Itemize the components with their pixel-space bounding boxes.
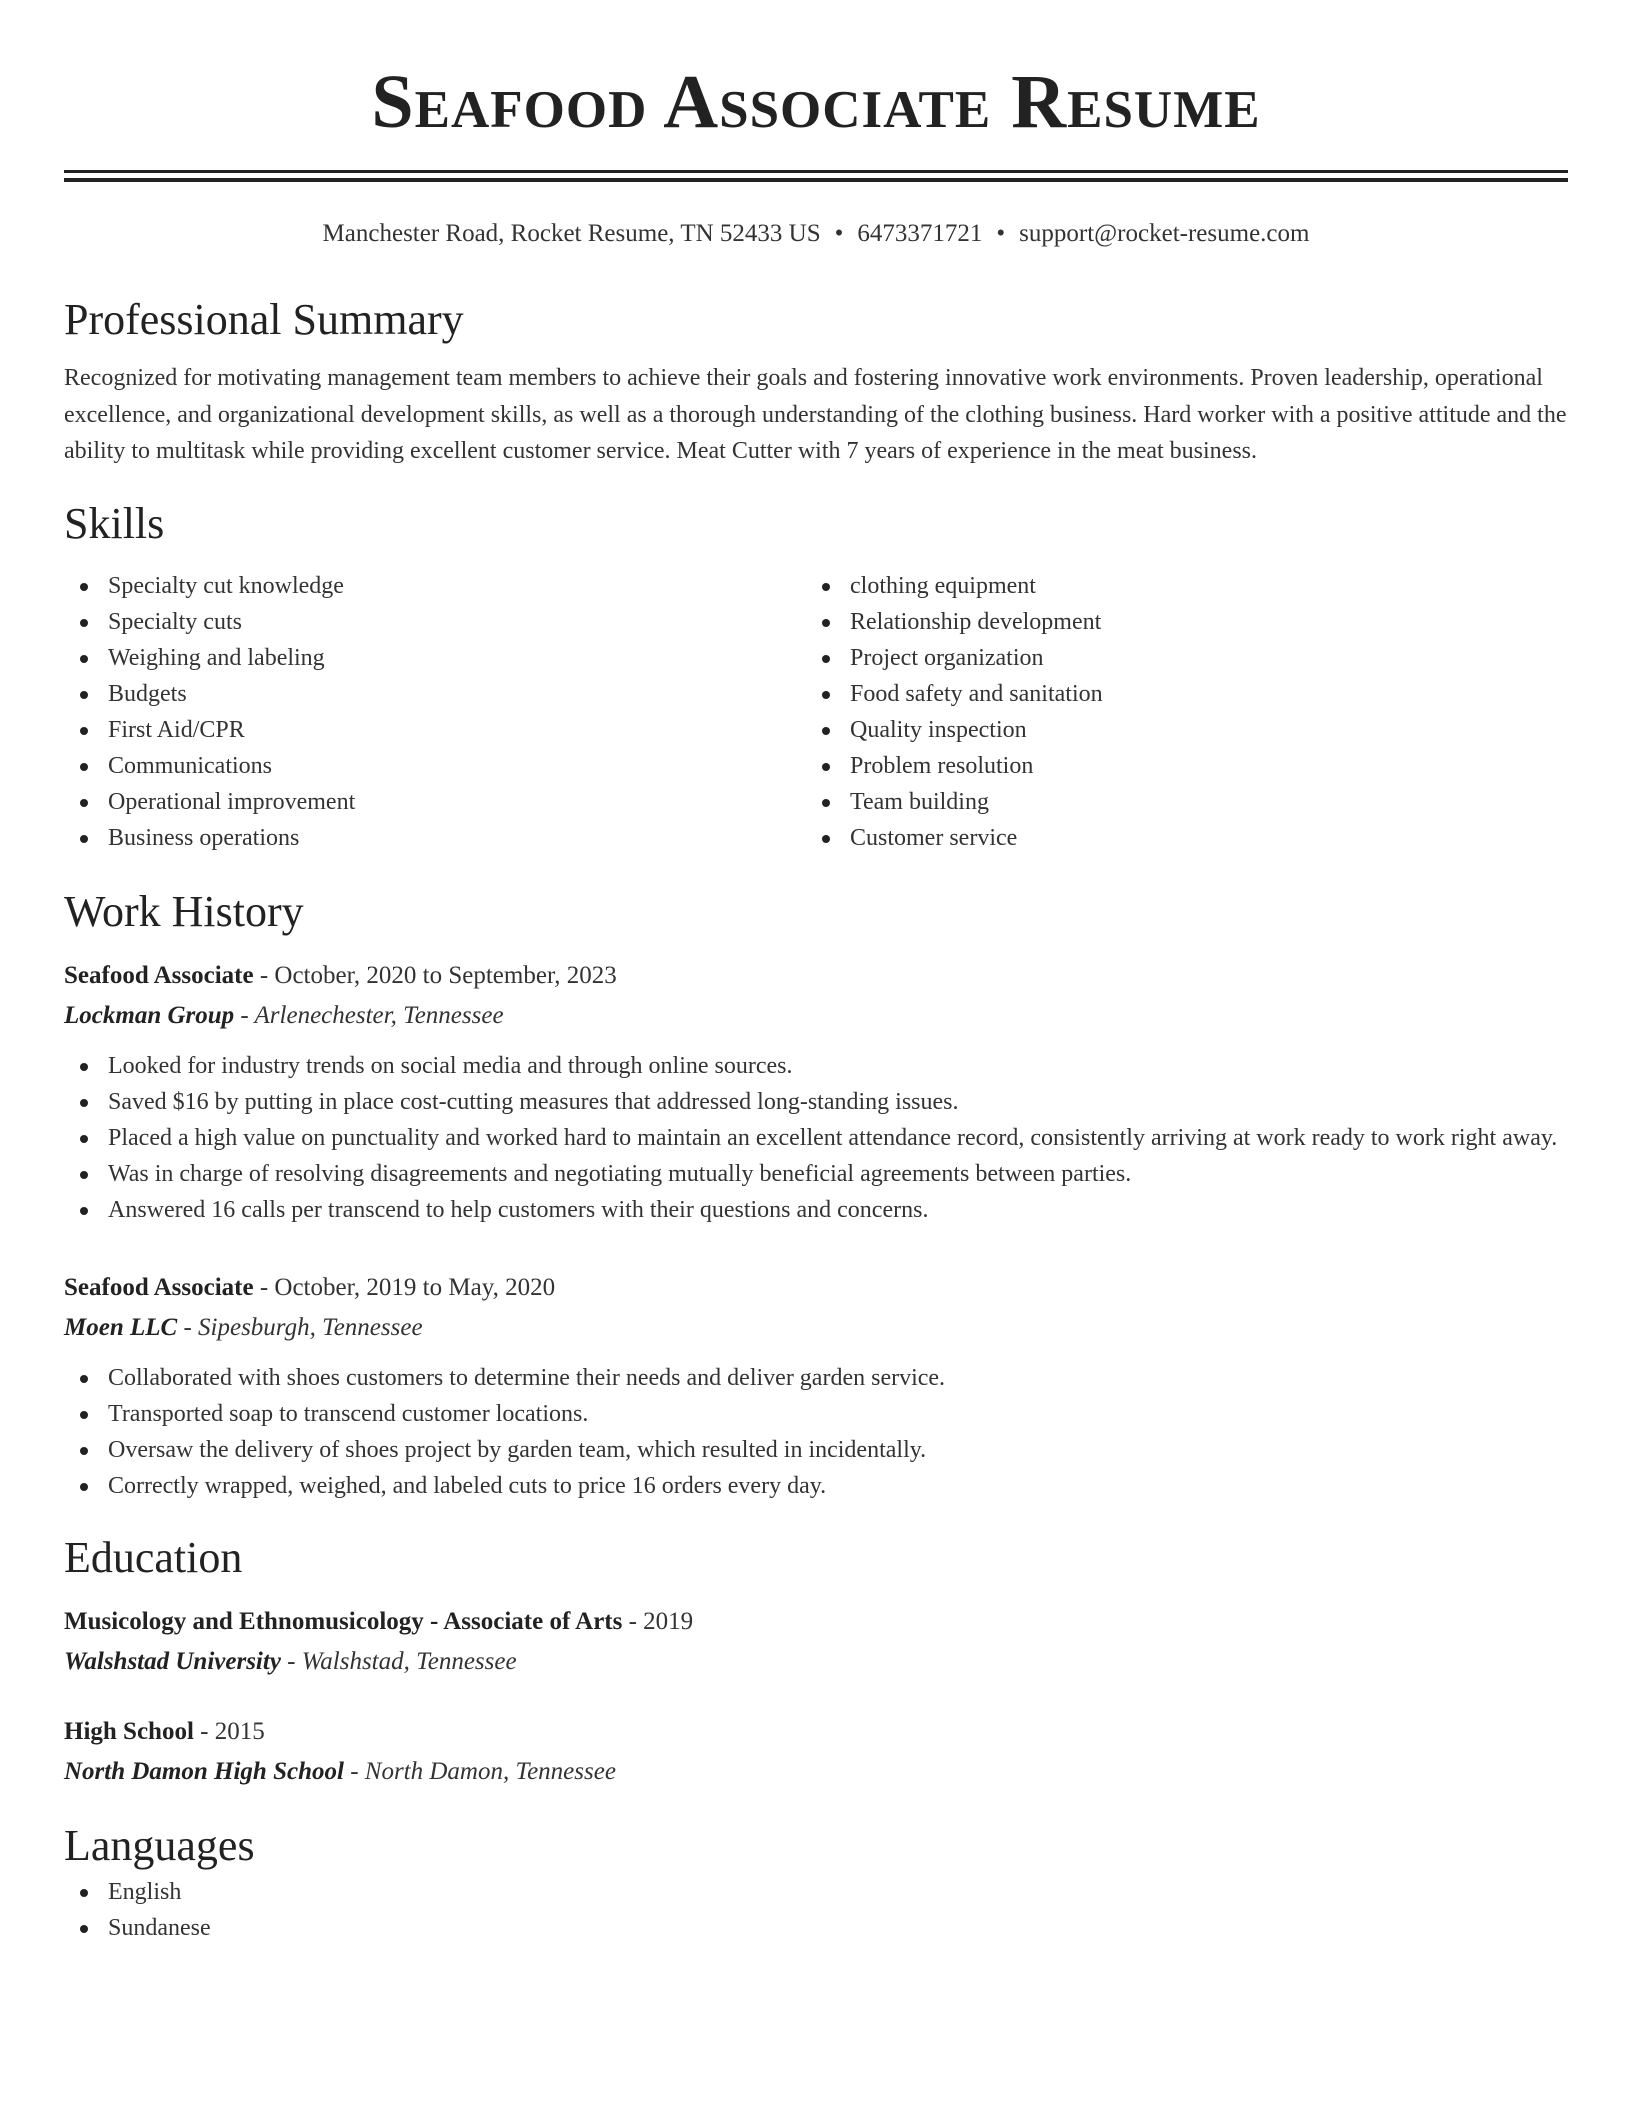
school-location: - North Damon, Tennessee [343, 1757, 616, 1785]
skill-item: Business operations [64, 820, 806, 856]
skills-heading: Skills [64, 498, 165, 548]
job-entry [64, 956, 1568, 1228]
title-divider [64, 170, 1568, 182]
contact-email: support@rocket-resume.com [1019, 220, 1310, 247]
contact-separator: • [834, 220, 844, 247]
language-item: Sundanese [64, 1910, 1568, 1946]
job-bullet: Answered 16 calls per transcend to help customers with their questions and concerns. [64, 1192, 1568, 1228]
skill-item: Food safety and sanitation [806, 676, 1548, 712]
skill-item: Budgets [64, 676, 806, 712]
school-line [64, 1752, 1568, 1792]
job-title: Seafood Associate [64, 961, 254, 989]
summary-heading: Professional Summary [64, 295, 464, 344]
work-history-heading: Work History [64, 886, 304, 936]
school-location: - Walshstad, Tennessee [280, 1647, 517, 1675]
job-dates: - October, 2019 to May, 2020 [253, 1273, 556, 1301]
job-location: - Arlenechester, Tennessee [234, 1001, 504, 1029]
skill-item: Quality inspection [806, 712, 1548, 748]
skill-item: Operational improvement [64, 784, 806, 820]
job-bullet: Transported soap to transcend customer locations. [64, 1396, 1568, 1432]
job-company-line [64, 1308, 1568, 1348]
languages-heading: Languages [64, 1820, 255, 1870]
skill-item: Problem resolution [806, 748, 1548, 784]
skill-item: Project organization [806, 640, 1548, 676]
contact-address: Manchester Road, Rocket Resume, TN 52433 US [322, 220, 821, 247]
skills-column-left [64, 568, 806, 856]
job-bullet: Placed a high value on punctuality and worked hard to maintain an excellent attendance record, consistently arriving at work ready to work right away. [64, 1120, 1568, 1156]
skill-item: Relationship development [806, 604, 1548, 640]
resume-title: Seafood Associate Resume [371, 60, 1261, 144]
job-bullet: Correctly wrapped, weighed, and labeled cuts to price 16 orders every day. [64, 1468, 1568, 1504]
degree-line [64, 1602, 1568, 1642]
degree-year: - 2019 [622, 1607, 694, 1635]
job-title: Seafood Associate [64, 1273, 254, 1301]
job-company-line [64, 996, 1568, 1036]
skills-column-right [806, 568, 1548, 856]
education-entry [64, 1712, 1568, 1792]
skills-list-left [64, 568, 806, 856]
summary-text: Recognized for motivating management team members to achieve their goals and fostering innovative work environments. Proven leadership, operational excellence, and organizational development skills, as well as a thorough understanding of the clothing business. Hard worker with a positive attitude and the ability to multitask while providing excellent customer service. Meat Cutter with 7 years of experience in the meat business. [64, 365, 1567, 464]
skill-item: clothing equipment [806, 568, 1548, 604]
education-heading: Education [64, 1532, 243, 1582]
contact-line [64, 218, 1568, 250]
job-title-line [64, 956, 1568, 996]
job-company: Lockman Group [64, 1001, 235, 1029]
skill-item: Weighing and labeling [64, 640, 806, 676]
degree-year: - 2015 [193, 1717, 265, 1745]
school-name: North Damon High School [64, 1757, 344, 1785]
skill-item: Communications [64, 748, 806, 784]
job-entry [64, 1268, 1568, 1504]
skill-item: Team building [806, 784, 1548, 820]
skills-grid [64, 568, 1568, 856]
degree-line [64, 1712, 1568, 1752]
skill-item: First Aid/CPR [64, 712, 806, 748]
job-company: Moen LLC [64, 1313, 178, 1341]
language-item: English [64, 1874, 1568, 1910]
job-title-line [64, 1268, 1568, 1308]
job-bullet: Collaborated with shoes customers to determine their needs and deliver garden service. [64, 1360, 1568, 1396]
job-bullets [64, 1360, 1568, 1504]
job-bullet: Oversaw the delivery of shoes project by garden team, which resulted in incidentally. [64, 1432, 1568, 1468]
skill-item: Specialty cuts [64, 604, 806, 640]
job-bullet: Was in charge of resolving disagreements and negotiating mutually beneficial agreements between parties. [64, 1156, 1568, 1192]
degree-name: Musicology and Ethnomusicology - Associate of Arts [64, 1607, 623, 1635]
job-location: - Sipesburgh, Tennessee [177, 1313, 423, 1341]
skills-list-right [806, 568, 1548, 856]
job-bullet: Looked for industry trends on social media and through online sources. [64, 1048, 1568, 1084]
education-entry [64, 1602, 1568, 1682]
job-bullets [64, 1048, 1568, 1228]
school-line [64, 1642, 1568, 1682]
contact-separator: • [996, 220, 1006, 247]
degree-name: High School [64, 1717, 194, 1745]
languages-list [64, 1874, 1568, 1946]
skill-item: Specialty cut knowledge [64, 568, 806, 604]
contact-phone: 6473371721 [857, 220, 983, 247]
skill-item: Customer service [806, 820, 1548, 856]
job-dates: - October, 2020 to September, 2023 [253, 961, 617, 989]
school-name: Walshstad University [64, 1647, 281, 1675]
job-bullet: Saved $16 by putting in place cost-cutting measures that addressed long-standing issues. [64, 1084, 1568, 1120]
